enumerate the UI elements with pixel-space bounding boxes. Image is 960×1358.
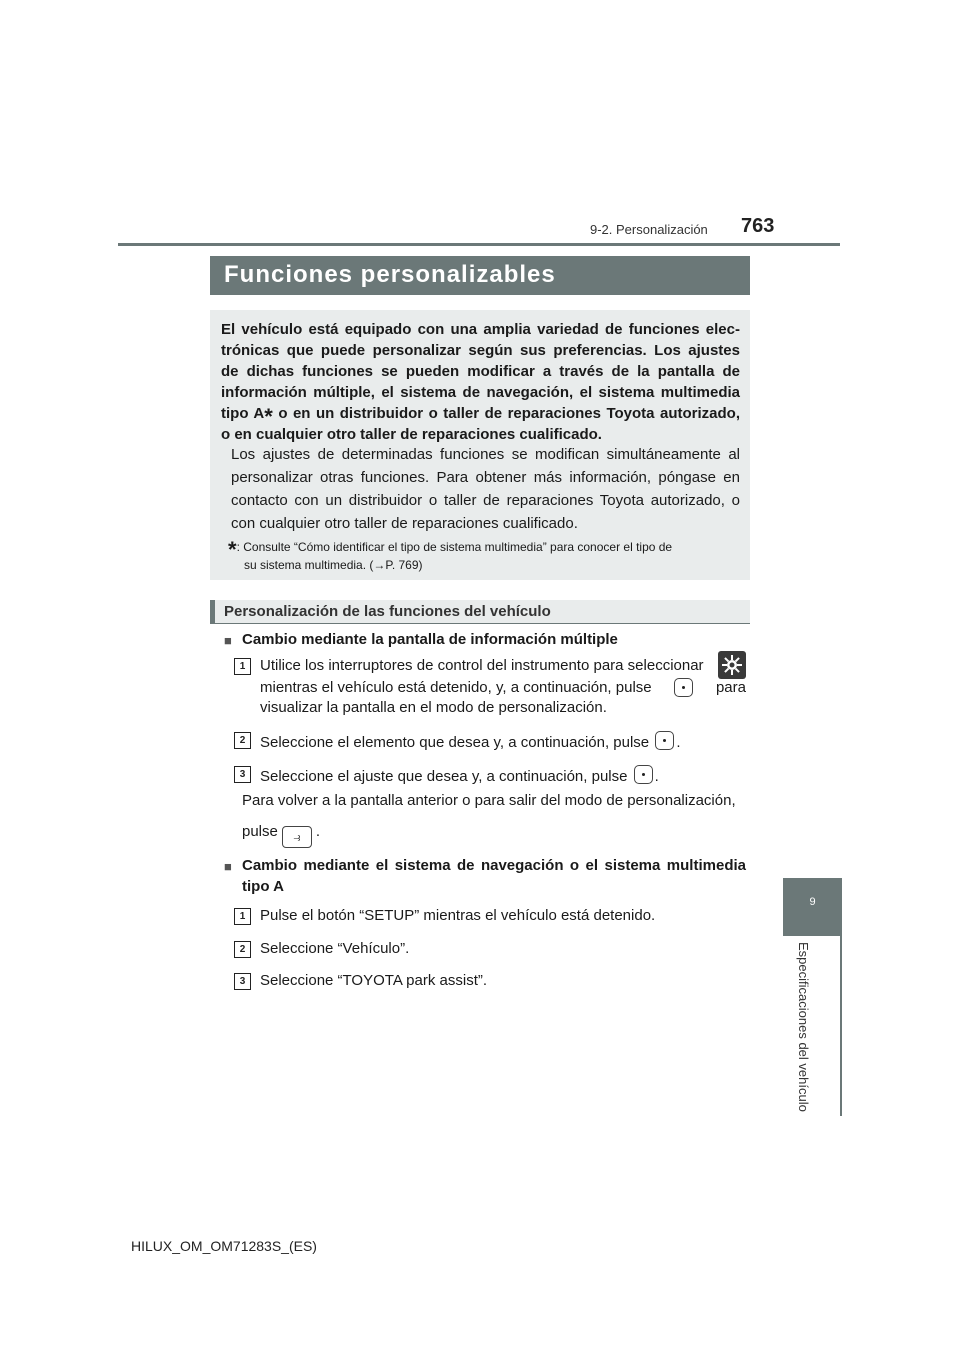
chapter-label: Especificaciones del vehículo [796,942,811,1112]
subsection-heading: tipo A [242,878,284,895]
settings-gear-icon [718,651,746,679]
footnote-marker: * [228,537,237,562]
step-text: Utilice los interruptores de control del instrumento para seleccionar [260,657,704,674]
step-number: 3 [234,973,251,990]
step-number: 2 [234,732,251,749]
step-number: 1 [234,658,251,675]
intro-line: El vehículo está equipado con una amplia variedad de funciones elec- [221,321,740,338]
intro-line: trónicas que puede personalizar según sus preferencias. Los ajustes [221,342,740,359]
bullet-icon: ■ [224,633,232,648]
section-breadcrumb: 9-2. Personalización [590,222,708,237]
note-text: Para volver a la pantalla anterior o para salir del modo de personalización, [242,792,736,809]
step-text: Seleccione “TOYOTA park assist”. [260,972,488,989]
step-text-line [260,678,746,697]
body-line: personalizar otras funciones. Para obtener más información, póngase en [231,469,740,486]
section-rule [210,623,750,624]
step-text-part: Seleccione el ajuste que desea y, a continuación, pulse [260,768,628,785]
page-title: Funciones personalizables [224,261,556,288]
ok-button-icon [634,765,653,784]
step-number: 2 [234,941,251,958]
page-number: 763 [741,215,775,237]
step-text [260,731,681,751]
intro-line-part: o en un distribuidor o taller de reparaciones Toyota autorizado, [272,405,740,422]
footnote-line: su sistema multimedia. (→P. 769) [244,558,423,572]
period: . [654,768,659,785]
document-code: HILUX_OM_OM71283S_(ES) [131,1238,317,1254]
step-number: 3 [234,766,251,783]
body-line: contacto con un distribuidor o taller de reparaciones Toyota autorizado, o [231,492,740,509]
footnote [228,538,742,574]
chapter-number: 9 [809,896,816,908]
intro-line-part: tipo A [221,405,265,422]
chapter-rule [840,936,842,1116]
intro-line: de dichas funciones se pueden modificar a través de la pantalla de [221,363,740,380]
intro-line: información múltiple, el sistema de navegación, el sistema multimedia [221,384,740,401]
period: . [315,823,321,840]
body-line: Los ajustes de determinadas funciones se modifican simultáneamente al [231,446,740,463]
intro-bold-text [221,319,740,445]
note-text [242,823,320,848]
step-text: visualizar la pantalla en el modo de personalización. [260,699,607,716]
subsection-heading: Cambio mediante el sistema de navegación o el sistema multimedia [242,857,746,874]
body-line: con cualquier otro taller de reparaciones cualificado. [231,515,578,532]
bullet-icon: ■ [224,859,232,874]
footnote-text: : Consulte “Cómo identificar el tipo de sistema multimedia” para conocer el tipo de [236,540,673,554]
footnote-marker: * [264,404,273,429]
footnote-line [228,537,742,562]
step-text-part: Seleccione el elemento que desea y, a continuación, pulse [260,734,650,751]
period: . [676,734,681,751]
ok-button-icon [674,678,693,697]
note-text-part: pulse [242,823,278,840]
intro-body-text [231,443,740,535]
subsection-heading: Cambio mediante la pantalla de información múltiple [242,631,618,648]
step-text [260,765,659,785]
back-button-icon: ⥽ [282,826,312,848]
section-title: Personalización de las funciones del vehículo [224,603,551,620]
intro-line: o en cualquier otro taller de reparaciones cualificado. [221,426,602,443]
intro-line [221,403,740,429]
header-rule [118,243,840,246]
step-text-part: para [715,679,746,696]
step-number: 1 [234,908,251,925]
step-text: Seleccione “Vehículo”. [260,940,410,957]
ok-button-icon [655,731,674,750]
step-text-part: mientras el vehículo está detenido, y, a continuación, pulse [260,679,652,696]
step-text: Pulse el botón “SETUP” mientras el vehículo está detenido. [260,907,656,924]
